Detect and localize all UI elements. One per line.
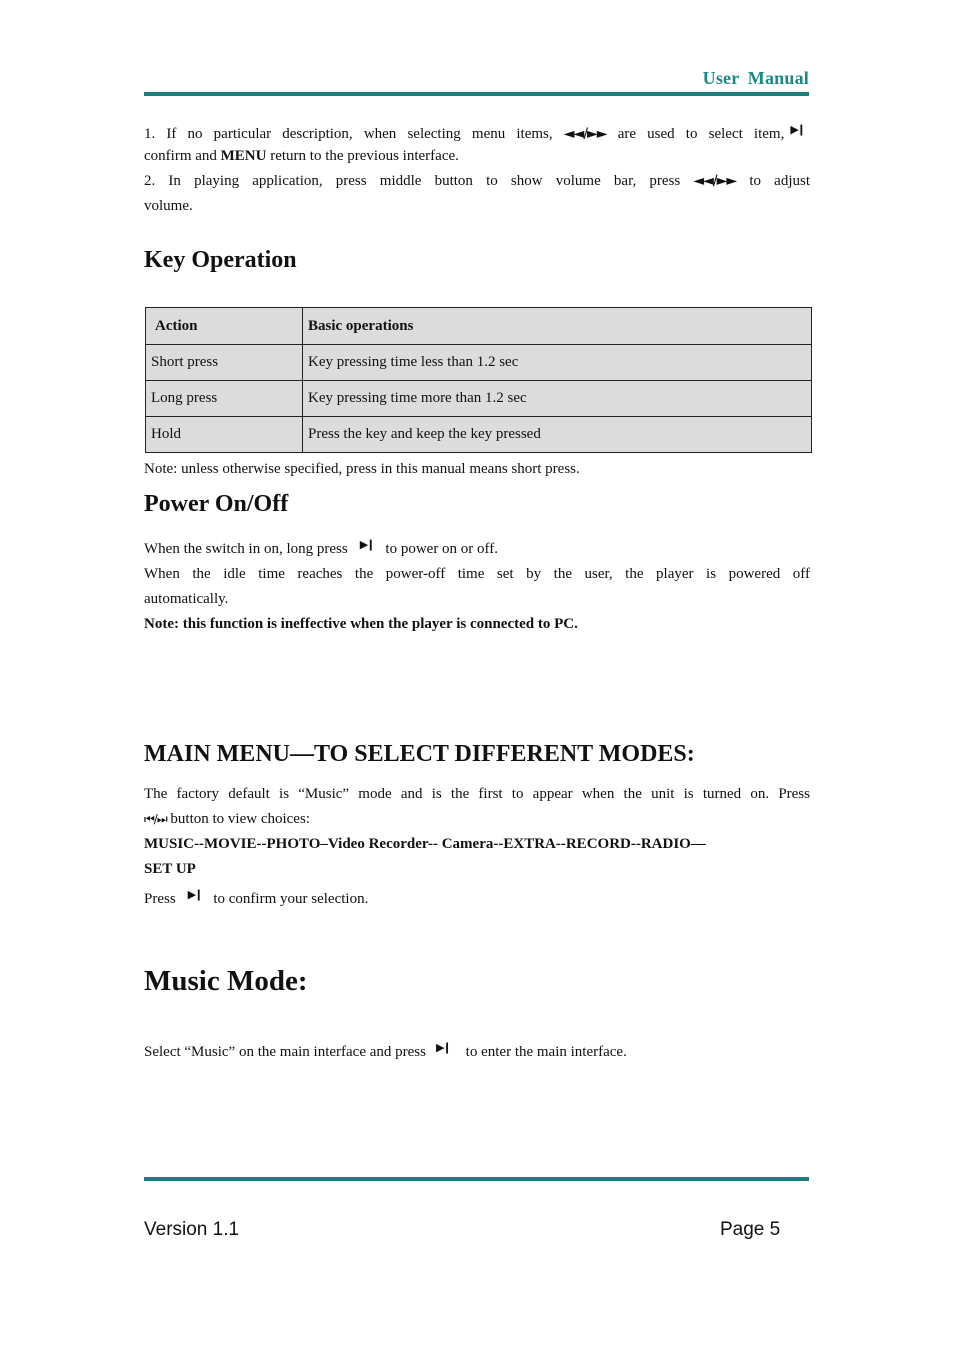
play-pause-icon: ▶❙ <box>790 123 805 136</box>
table-cell: Key pressing time less than 1.2 sec <box>303 345 812 381</box>
intro-p2-line2: volume. <box>144 198 193 214</box>
intro-p2-text-a: 2. In playing application, press middle button to show volume bar, press <box>144 173 694 189</box>
key-operation-table <box>145 307 812 453</box>
main-menu-line-1: The factory default is “Music” mode and is the first to appear when the unit is turned on. Press <box>144 786 810 802</box>
play-pause-icon: ▶❙ <box>435 1041 450 1054</box>
footer-rule <box>144 1177 809 1181</box>
key-operation-note: Note: unless otherwise specified, press in this manual means short press. <box>144 461 580 477</box>
intro-p1-line2 <box>144 144 810 168</box>
play-pause-icon: ▶❙ <box>187 888 202 901</box>
intro-p1-text-b: are used to select item, <box>606 126 785 142</box>
main-menu-choices-text-1: MUSIC--MOVIE--PHOTO–Video Recorder-- Camera--EXTRA--RECORD--RADIO— <box>144 836 706 852</box>
key-operation-heading: Key Operation <box>144 247 297 273</box>
main-menu-press-a: Press <box>144 891 176 907</box>
power-line-1 <box>144 533 810 561</box>
table-header-basic-operations: Basic operations <box>303 308 812 345</box>
main-menu-line-2 <box>144 807 810 831</box>
main-menu-choices-2 <box>144 857 810 881</box>
intro-p2-line1 <box>144 169 810 193</box>
table-row <box>146 345 812 381</box>
table-cell: Hold <box>146 417 303 453</box>
main-menu-press-b: to confirm your selection. <box>213 891 369 907</box>
table-header-action: Action <box>146 308 303 345</box>
table-cell: Key pressing time more than 1.2 sec <box>303 381 812 417</box>
power-l1-text-b: to power on or off. <box>385 541 499 557</box>
main-menu-heading: MAIN MENU—TO SELECT DIFFERENT MODES: <box>144 741 695 767</box>
main-menu-choices-text-2: SET UP <box>144 861 196 877</box>
header-title: User Manual <box>702 68 809 88</box>
main-menu-l2-text: button to view choices: <box>166 811 310 827</box>
header-rule <box>144 92 809 96</box>
table-cell: Press the key and keep the key pressed <box>303 417 812 453</box>
prev-next-arrows-icon: ◄◄/►► <box>693 173 737 189</box>
table-row <box>146 417 812 453</box>
music-l1-text-b: to enter the main interface. <box>465 1044 627 1060</box>
intro-p2-text-b: to adjust <box>736 173 810 189</box>
play-pause-icon: ▶❙ <box>359 538 374 551</box>
main-menu-press-line <box>144 883 810 911</box>
menu-keyword: MENU <box>220 148 267 164</box>
power-l1-text-a: When the switch in on, long press <box>144 541 348 557</box>
intro-p1-text-a: 1. If no particular description, when selecting menu items, <box>144 126 564 142</box>
power-note-text: Note: this function is ineffective when the player is connected to PC. <box>144 616 578 632</box>
intro-p1-text-c: confirm and <box>144 148 221 164</box>
power-heading: Power On/Off <box>144 491 289 517</box>
footer-page-number: Page 5 <box>720 1219 781 1240</box>
main-menu-paragraph <box>144 782 810 911</box>
main-menu-choices-1 <box>144 832 810 856</box>
footer-version: Version 1.1 <box>144 1219 240 1240</box>
intro-p1-line1 <box>144 118 810 146</box>
table-cell: Long press <box>146 381 303 417</box>
table-cell: Short press <box>146 345 303 381</box>
prev-next-arrows-icon: ◄◄/►► <box>563 126 607 142</box>
intro-paragraph-1 <box>144 118 810 218</box>
music-mode-heading: Music Mode: <box>144 965 308 997</box>
power-note <box>144 612 810 636</box>
power-paragraph <box>144 533 810 636</box>
intro-p1-text-d: return to the previous interface. <box>266 148 459 164</box>
prev-next-track-icon: ⏮/⏭ <box>144 812 167 826</box>
music-l1-text-a: Select “Music” on the main interface and press <box>144 1044 426 1060</box>
power-line-2: When the idle time reaches the power-off time set by the user, the player is powered off <box>144 566 810 582</box>
table-header-row <box>146 308 812 345</box>
power-line-3: automatically. <box>144 591 229 607</box>
music-mode-line <box>144 1036 810 1064</box>
table-row <box>146 381 812 417</box>
